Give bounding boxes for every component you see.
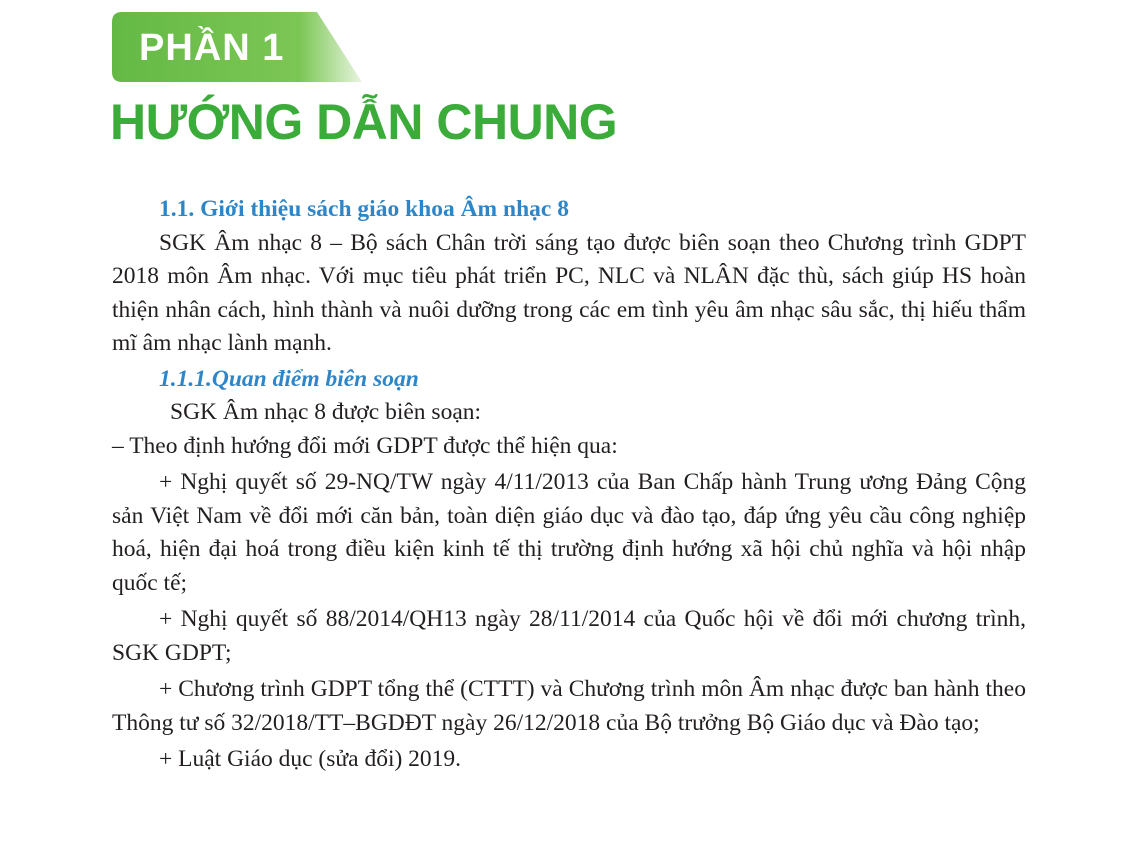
section-heading: 1.1. Giới thiệu sách giáo khoa Âm nhạc 8 (159, 196, 569, 222)
document-body (112, 193, 1026, 777)
subsection-heading: 1.1.1.Quan điểm biên soạn (159, 365, 419, 392)
subsection-lead: SGK Âm nhạc 8 được biên soạn: (170, 399, 482, 425)
section-intro-paragraph: SGK Âm nhạc 8 – Bộ sách Chân trời sáng tạo được biên soạn theo Chương trình GDPT 2018 môn Âm nhạc. Với mục tiêu phát triển PC, NLC và NLÂN đặc thù, sách giúp HS hoàn thiện nhân cách, hình thành và nuôi dưỡng trong các em tình yêu âm nhạc sâu sắc, thị hiếu thẩm mĩ âm nhạc lành mạnh. (112, 229, 1026, 356)
dash-list-item: – Theo định hướng đổi mới GDPT được thể hiện qua: (112, 432, 618, 459)
chapter-title: HƯỚNG DẪN CHUNG (110, 94, 618, 150)
part-tab (112, 12, 362, 82)
list-item: + Nghị quyết số 29-NQ/TW ngày 4/11/2013 của Ban Chấp hành Trung ương Đảng Cộng sản Việt Nam về đổi mới căn bản, toàn diện giáo dục và đào tạo, đáp ứng yêu cầu công nghiệp hoá, hiện đại hoá trong điều kiện kinh tế thị trường định hướng xã hội chủ nghĩa và hội nhập quốc tế; (112, 469, 1026, 596)
list-item: + Luật Giáo dục (sửa đổi) 2019. (159, 746, 462, 772)
list-item: + Chương trình GDPT tổng thể (CTTT) và Chương trình môn Âm nhạc được ban hành theo Thông tư số 32/2018/TT–BGDĐT ngày 26/12/2018 của Bộ trưởng Bộ Giáo dục và Đào tạo; (112, 676, 1026, 736)
part-label: PHẦN 1 (139, 27, 285, 69)
list-item: + Nghị quyết số 88/2014/QH13 ngày 28/11/2014 của Quốc hội về đổi mới chương trình, SGK GDPT; (112, 606, 1026, 666)
